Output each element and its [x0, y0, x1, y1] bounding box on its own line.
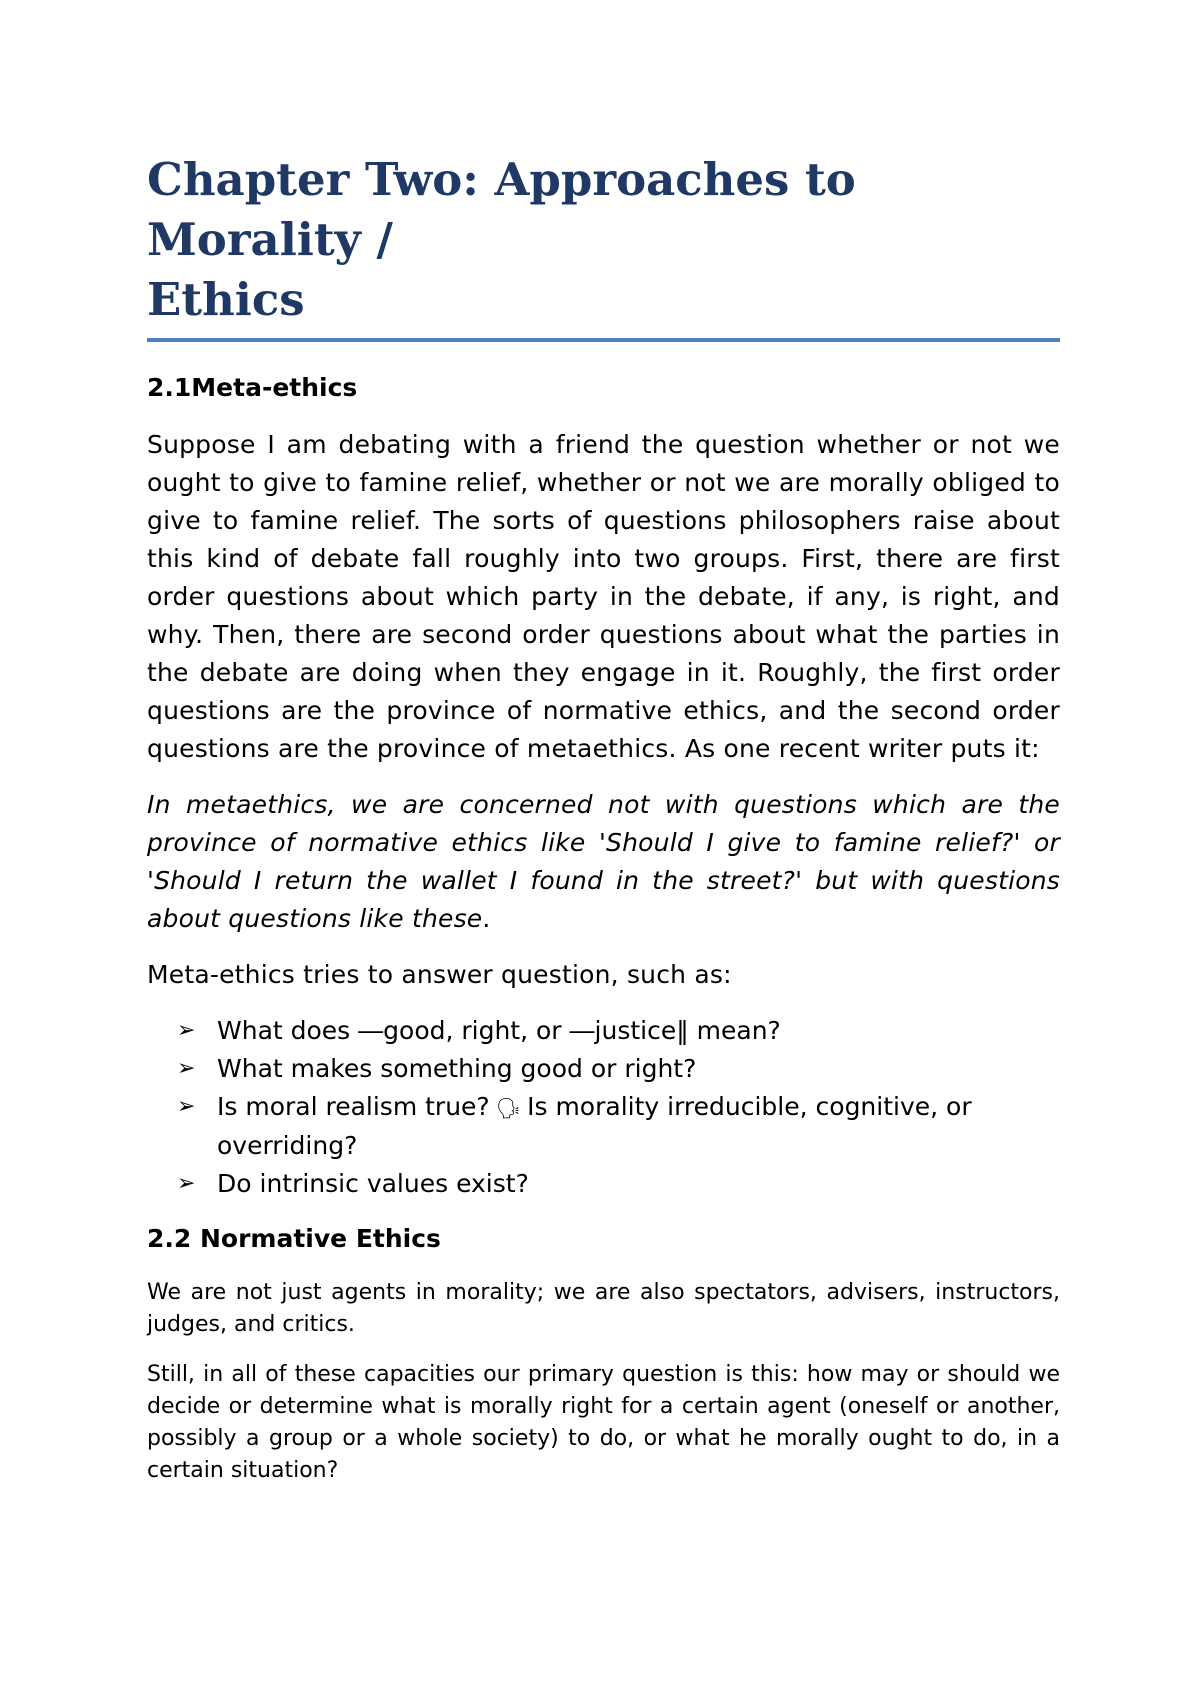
section-heading-meta-ethics: 2.1Meta-ethics — [147, 373, 358, 402]
list-item-text — [217, 1088, 1060, 1165]
list-item-text-part: Is moral realism true? — [217, 1092, 490, 1121]
questions-list — [147, 1012, 1060, 1203]
arrow-bullet-icon: ➢ — [177, 1056, 196, 1081]
list-item-text-part: Is morality irreducible, cognitive, or overriding? — [217, 1092, 972, 1160]
arrow-bullet-icon: ➢ — [177, 1171, 196, 1196]
normative-ethics-paragraph-2: Still, in all of these capacities our primary question is this: how may or should we decide or determine what is morally right for a certain agent (oneself or another, possibly a group or a whole society) to do, or what he morally ought to do, in a certain situation? — [147, 1362, 1060, 1483]
chapter-title-line1: Chapter Two: Approaches to Morality / — [147, 153, 856, 266]
quote-text: In metaethics, we are concerned not with questions which are the province of normative ethics like 'Should I give to famine relief?' or 'Should I return the wallet I found in the street?' but with questions about questions like these — [147, 790, 1060, 933]
section-heading-normative-ethics: 2.2 Normative Ethics — [147, 1224, 441, 1253]
arrow-bullet-icon: ➢ — [177, 1018, 196, 1043]
questions-intro: Meta-ethics tries to answer question, such as: — [147, 960, 732, 989]
chapter-title-line2: Ethics — [147, 273, 305, 326]
list-item-text: Do intrinsic values exist? — [217, 1169, 529, 1198]
quote-end: . — [482, 904, 491, 933]
list-item-text: What makes something good or right? — [217, 1054, 697, 1083]
speaking-head-icon: 🗣 — [495, 1096, 522, 1120]
document-page — [147, 150, 1060, 1505]
normative-ethics-paragraph-1: We are not just agents in morality; we are also spectators, advisers, instructors, judges, and critics. — [147, 1280, 1060, 1337]
chapter-title — [147, 150, 1060, 342]
quote-paragraph — [147, 786, 1060, 938]
list-item — [177, 1050, 1060, 1088]
list-item-text: What does ―good, right, or ―justice‖ mean? — [217, 1016, 781, 1045]
list-item — [177, 1088, 1060, 1165]
list-item — [177, 1012, 1060, 1050]
list-item — [177, 1165, 1060, 1203]
meta-ethics-paragraph: Suppose I am debating with a friend the question whether or not we ought to give to famine relief, whether or not we are morally obliged to give to famine relief. The sorts of questions philosophers raise about this kind of debate fall roughly into two groups. First, there are first order questions about which party in the debate, if any, is right, and why. Then, there are second order questions about what the parties in the debate are doing when they engage in it. Roughly, the first order questions are the province of normative ethics, and the second order questions are the province of metaethics. As one recent writer puts it: — [147, 430, 1060, 763]
arrow-bullet-icon: ➢ — [177, 1094, 196, 1119]
